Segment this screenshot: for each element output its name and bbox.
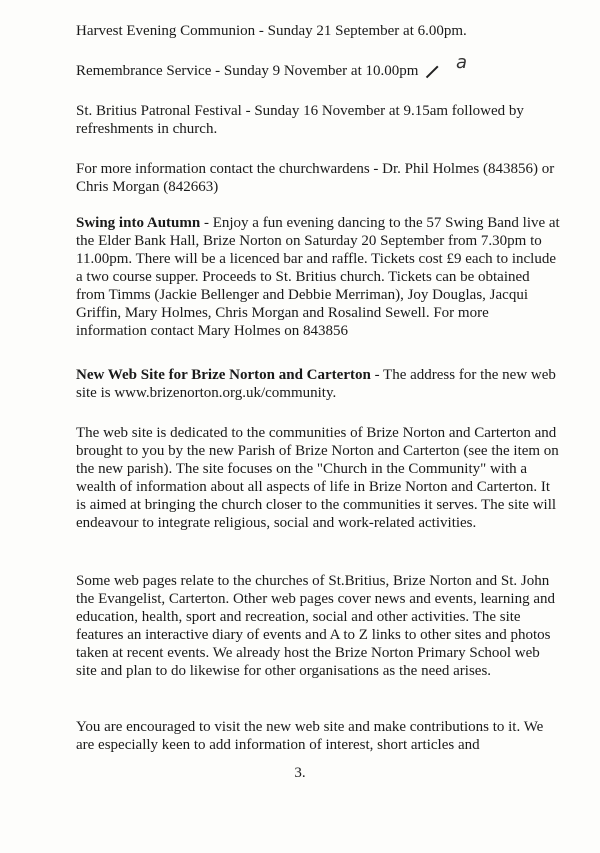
churchwardens-contact: For more information contact the churchwardens - Dr. Phil Holmes (843856) or Chris Morgan (842663) (76, 161, 555, 195)
encouragement-paragraph: You are encouraged to visit the new web site and make contributions to it. We are especially keen to add information of interest, short articles and (76, 719, 544, 753)
swing-into-autumn-section (76, 214, 560, 340)
new-web-site-section (76, 366, 560, 402)
swing-into-autumn-heading: Swing into Autumn (76, 215, 201, 231)
harvest-communion-notice: Harvest Evening Communion - Sunday 21 September at 6.00pm. (76, 23, 467, 39)
page-number: 3. (294, 765, 306, 781)
patronal-festival-notice: St. Britius Patronal Festival - Sunday 16 November at 9.15am followed by refreshments in church. (76, 103, 524, 137)
handwritten-correction: a (456, 52, 468, 73)
web-pages-paragraph: Some web pages relate to the churches of St.Britius, Brize Norton and St. John the Evangelist, Carterton. Other web pages cover news and events, learning and education, health, sport and recreation, social and other activities. The site features an interactive diary of events and A to Z links to other sites and photos taken at recent events. We already host the Brize Norton Primary School web site and plan to do likewise for other organisations as the need arises. (76, 573, 556, 679)
web-site-dedication-paragraph: The web site is dedicated to the communities of Brize Norton and Carterton and brought to you by the new Parish of Brize Norton and Carterton (see the item on the new parish). The site focuses on the "Church in the Community" with a wealth of information about all aspects of life in Brize Norton and Carterton. It is aimed at bringing the church closer to the communities it serves. The site will endeavour to integrate religious, social and work-related activities. (76, 425, 559, 531)
new-web-site-body: - The address for the new web site is www.brizenorton.org.uk/community. (76, 367, 556, 401)
new-web-site-heading: New Web Site for Brize Norton and Carterton (76, 367, 371, 383)
remembrance-service-notice: Remembrance Service - Sunday 9 November at 10.00pm (76, 63, 419, 79)
swing-into-autumn-body: - Enjoy a fun evening dancing to the 57 Swing Band live at the Elder Bank Hall, Brize Norton on Saturday 20 September from 7.30pm to 11.00pm. There will be a licenced bar and raffle. Tickets cost £9 each to include a two course supper. Proceeds to St. Britius church. Tickets can be obtained from Timms (Jackie Bellenger and Debbie Merriman), Joy Douglas, Jacqui Griffin, Mary Holmes, Chris Morgan and Rosalind Sewell. For more information contact Mary Holmes on 843856 (76, 215, 560, 339)
